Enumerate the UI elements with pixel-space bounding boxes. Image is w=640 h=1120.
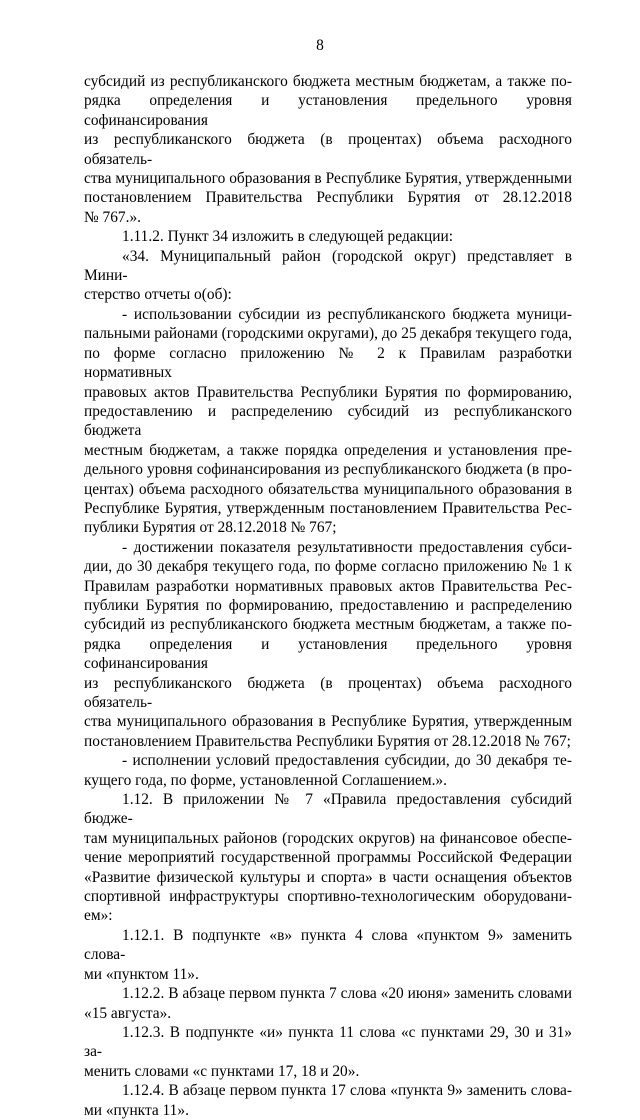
text-line: постановлением Правительства Республики Бурятия от 28.12.2018 № 767; (84, 732, 571, 750)
text-line: местным бюджетам, а также порядка определения и установления пре- (84, 441, 572, 459)
text-line: ми «пунктом 11». (84, 965, 199, 983)
text-line: дии, до 30 декабря текущего года, по форме согласно приложению № 1 к (84, 558, 572, 576)
text-line: там муниципальных районов (городских округов) на финансовое обеспе- (84, 829, 572, 847)
text-line: спортивной инфраструктуры спортивно-технологическим оборудовани- (84, 888, 572, 906)
text-line: дельного уровня софинансирования из республиканского бюджета (в про- (84, 461, 572, 479)
text-line: по форме согласно приложению № 2 к Правилам разработки нормативных (84, 344, 572, 382)
text-line: - достижении показателя результативности предоставления субси- (122, 538, 572, 556)
text-line: № 767.». (84, 208, 142, 226)
paragraph (84, 751, 572, 790)
text-line: чение мероприятий государственной программы Российской Федерации (84, 849, 572, 867)
text-line: ства муниципального образования в Республике Бурятия, утвержденными (84, 170, 572, 188)
text-line: Республике Бурятия, утвержденным постановлением Правительства Рес- (84, 499, 572, 517)
text-line: «34. Муниципальный район (городской округ) представляет в Мини- (84, 247, 572, 285)
text-line: 1.12.4. В абзаце первом пункта 17 слова «пункта 9» заменить слова- (122, 1082, 572, 1100)
paragraph (84, 227, 572, 246)
text-line: публики Бурятия по формированию, предоставлению и распределению (84, 596, 572, 614)
text-line: 1.12. В приложении № 7 «Правила предоставления субсидий бюдже- (84, 791, 572, 828)
text-line: рядка определения и установления предельного уровня софинансирования (84, 92, 572, 129)
text-line: Правилам разработки нормативных правовых актов Правительства Рес- (84, 577, 572, 595)
text-line: ства муниципального образования в Республике Бурятия, утвержденным (84, 713, 572, 731)
text-line: менить словами «с пунктами 17, 18 и 20». (84, 1062, 360, 1080)
paragraph (84, 1023, 572, 1081)
text-line: стерство отчеты о(об): (84, 286, 232, 304)
text-line: ми «пункта 11». (84, 1101, 189, 1119)
text-line: 1.12.3. В подпункте «и» пункта 11 слова «с пунктами 29, 30 и 31» за- (84, 1023, 572, 1061)
text-line: ем»: (84, 907, 113, 925)
text-line: «15 августа». (84, 1004, 172, 1022)
paragraph (84, 790, 572, 926)
text-line: предоставлению и распределению субсидий из республиканского бюджета (84, 402, 572, 440)
text-line: 1.11.2. Пункт 34 изложить в следующей редакции: (122, 228, 453, 246)
text-line: публики Бурятия от 28.12.2018 № 767; (84, 519, 337, 537)
text-line: «Развитие физической культуры и спорта» в части оснащения объектов (84, 868, 572, 886)
paragraph (84, 72, 572, 227)
paragraph (84, 926, 572, 984)
text-line: центах) объема расходного обязательства муниципального образования в (84, 480, 572, 498)
text-line: 1.12.1. В подпункте «в» пункта 4 слова «пунктом 9» заменить слова- (84, 926, 572, 964)
paragraph (84, 305, 572, 538)
text-line: субсидий из республиканского бюджета местным бюджетам, а также по- (84, 73, 572, 90)
text-line: - использовании субсидии из республиканского бюджета муници- (122, 305, 572, 323)
text-line: кущего года, по форме, установленной Соглашением.». (84, 771, 447, 789)
paragraph (84, 1081, 572, 1120)
text-line: - исполнении условий предоставления субсидии, до 30 декабря те- (122, 752, 572, 770)
text-line: правовых актов Правительства Республики Бурятия по формированию, (84, 383, 572, 401)
paragraph (84, 984, 572, 1023)
text-line: из республиканского бюджета (в процентах) объема расходного обязатель- (84, 131, 572, 168)
document-body (84, 72, 572, 1120)
text-line: из республиканского бюджета (в процентах) объема расходного обязатель- (84, 674, 572, 711)
paragraph (84, 247, 572, 305)
text-line: 1.12.2. В абзаце первом пункта 7 слова «20 июня» заменить словами (122, 985, 572, 1003)
page-number: 8 (316, 37, 324, 54)
paragraph (84, 538, 572, 751)
text-line: рядка определения и установления предельного уровня софинансирования (84, 635, 572, 673)
text-line: субсидий из республиканского бюджета местным бюджетам, а также по- (84, 616, 572, 634)
text-line: пальными районами (городскими округами), до 25 декабря текущего года, (84, 325, 573, 343)
text-line: постановлением Правительства Республики Бурятия от 28.12.2018 (84, 189, 572, 207)
